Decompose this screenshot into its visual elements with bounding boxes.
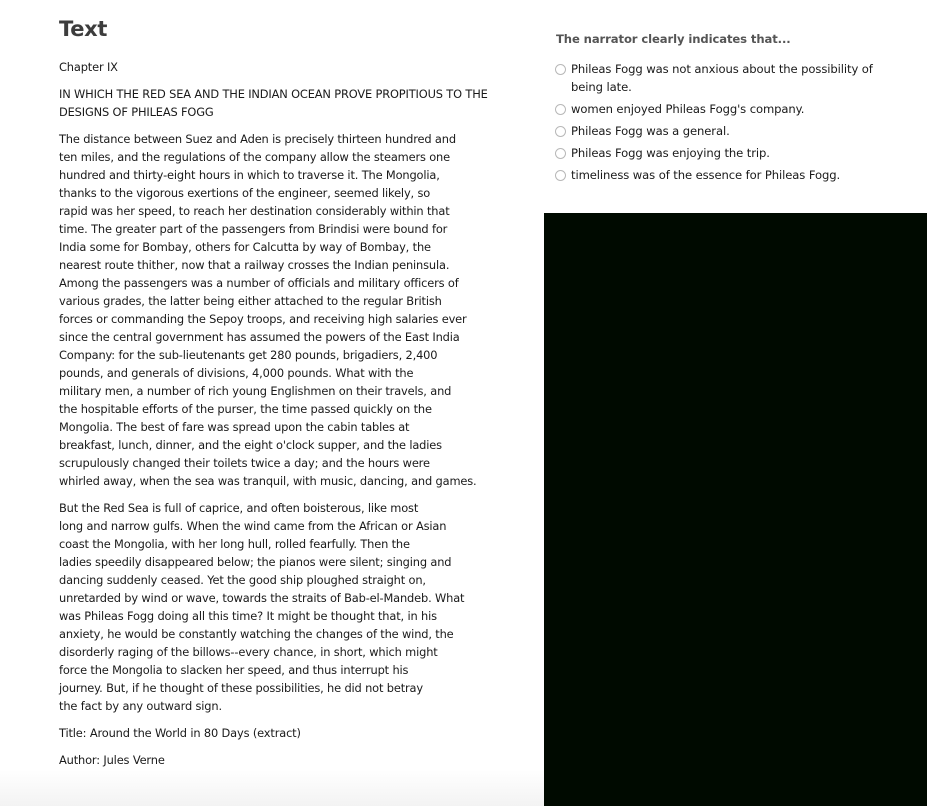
option-label [571,100,804,118]
answer-option-4[interactable] [556,144,916,162]
option-label [571,60,873,96]
radio-button[interactable] [555,64,566,75]
paragraph-2 [59,499,499,715]
radio-button[interactable] [555,148,566,159]
text-line: was Phileas Fogg doing all this time? It might be thought that, in his [59,609,437,623]
text-line: breakfast, lunch, dinner, and the eight o'clock supper, and the ladies [59,438,442,452]
option-text-line: women enjoyed Phileas Fogg's company. [571,102,805,116]
question-panel [556,30,916,188]
option-text-line: Phileas Fogg was a general. [571,124,730,138]
radio-button[interactable] [555,170,566,181]
radio-button[interactable] [555,104,566,115]
text-line: But the Red Sea is full of caprice, and often boisterous, like most [59,501,419,515]
text-line: ten miles, and the regulations of the company allow the steamers one [59,150,450,164]
option-label [571,166,840,184]
work-title: Title: Around the World in 80 Days (extract) [59,726,301,740]
answer-option-2[interactable] [556,100,916,118]
text-line: unretarded by wind or wave, towards the straits of Bab-el-Mandeb. What [59,591,465,605]
text-line: India some for Bombay, others for Calcutta by way of Bombay, the [59,240,431,254]
black-panel [544,213,927,806]
answer-option-3[interactable] [556,122,916,140]
bottom-fade [0,770,544,806]
option-label [571,122,730,140]
option-text-line: being late. [571,80,632,94]
question-prompt: The narrator clearly indicates that... [556,32,791,46]
text-line: various grades, the latter being either attached to the regular British [59,294,442,308]
text-line: dancing suddenly ceased. Yet the good ship ploughed straight on, [59,573,426,587]
text-line: rapid was her speed, to reach her destination considerably within that [59,204,450,218]
text-line: Mongolia. The best of fare was spread upon the cabin tables at [59,420,410,434]
text-line: the hospitable efforts of the purser, the time passed quickly on the [59,402,432,416]
chapter-label: Chapter IX [59,60,118,74]
answer-option-1[interactable] [556,60,916,96]
text-line: time. The greater part of the passengers from Brindisi were bound for [59,222,448,236]
passage-panel [59,14,499,805]
option-text-line: timeliness was of the essence for Phileas Fogg. [571,168,841,182]
text-line: The distance between Suez and Aden is precisely thirteen hundred and [59,132,456,146]
text-line: forces or commanding the Sepoy troops, and receiving high salaries ever [59,312,467,326]
heading-line: IN WHICH THE RED SEA AND THE INDIAN OCEAN PROVE PROPITIOUS TO THE [59,87,488,101]
text-line: Company: for the sub-lieutenants get 280 pounds, brigadiers, 2,400 [59,348,438,362]
text-line: disorderly raging of the billows--every chance, in short, which might [59,645,438,659]
text-line: Among the passengers was a number of officials and military officers of [59,276,459,290]
text-line: hundred and thirty-eight hours in which to traverse it. The Mongolia, [59,168,440,182]
text-line: pounds, and generals of divisions, 4,000 pounds. What with the [59,366,414,380]
option-text-line: Phileas Fogg was enjoying the trip. [571,146,770,160]
text-line: ladies speedily disappeared below; the pianos were silent; singing and [59,555,452,569]
heading-line: DESIGNS OF PHILEAS FOGG [59,105,214,119]
chapter-heading [59,85,499,121]
text-line: coast the Mongolia, with her long hull, rolled fearfully. Then the [59,537,410,551]
text-line: military men, a number of rich young Englishmen on their travels, and [59,384,452,398]
text-line: long and narrow gulfs. When the wind came from the African or Asian [59,519,447,533]
page-title: Text [59,17,108,41]
work-author: Author: Jules Verne [59,753,165,767]
answer-options [556,60,916,184]
text-line: journey. But, if he thought of these possibilities, he did not betray [59,681,423,695]
option-text-line: Phileas Fogg was not anxious about the possibility of [571,62,873,76]
text-line: thanks to the vigorous exertions of the engineer, seemed likely, so [59,186,431,200]
answer-option-5[interactable] [556,166,916,184]
paragraph-1 [59,130,499,490]
text-line: scrupulously changed their toilets twice a day; and the hours were [59,456,430,470]
radio-button[interactable] [555,126,566,137]
text-line: since the central government has assumed the powers of the East India [59,330,460,344]
text-line: anxiety, he would be constantly watching the changes of the wind, the [59,627,454,641]
text-line: the fact by any outward sign. [59,699,222,713]
text-line: force the Mongolia to slacken her speed, and thus interrupt his [59,663,409,677]
text-line: nearest route thither, now that a railway crosses the Indian peninsula. [59,258,450,272]
option-label [571,144,770,162]
text-line: whirled away, when the sea was tranquil, with music, dancing, and games. [59,474,477,488]
